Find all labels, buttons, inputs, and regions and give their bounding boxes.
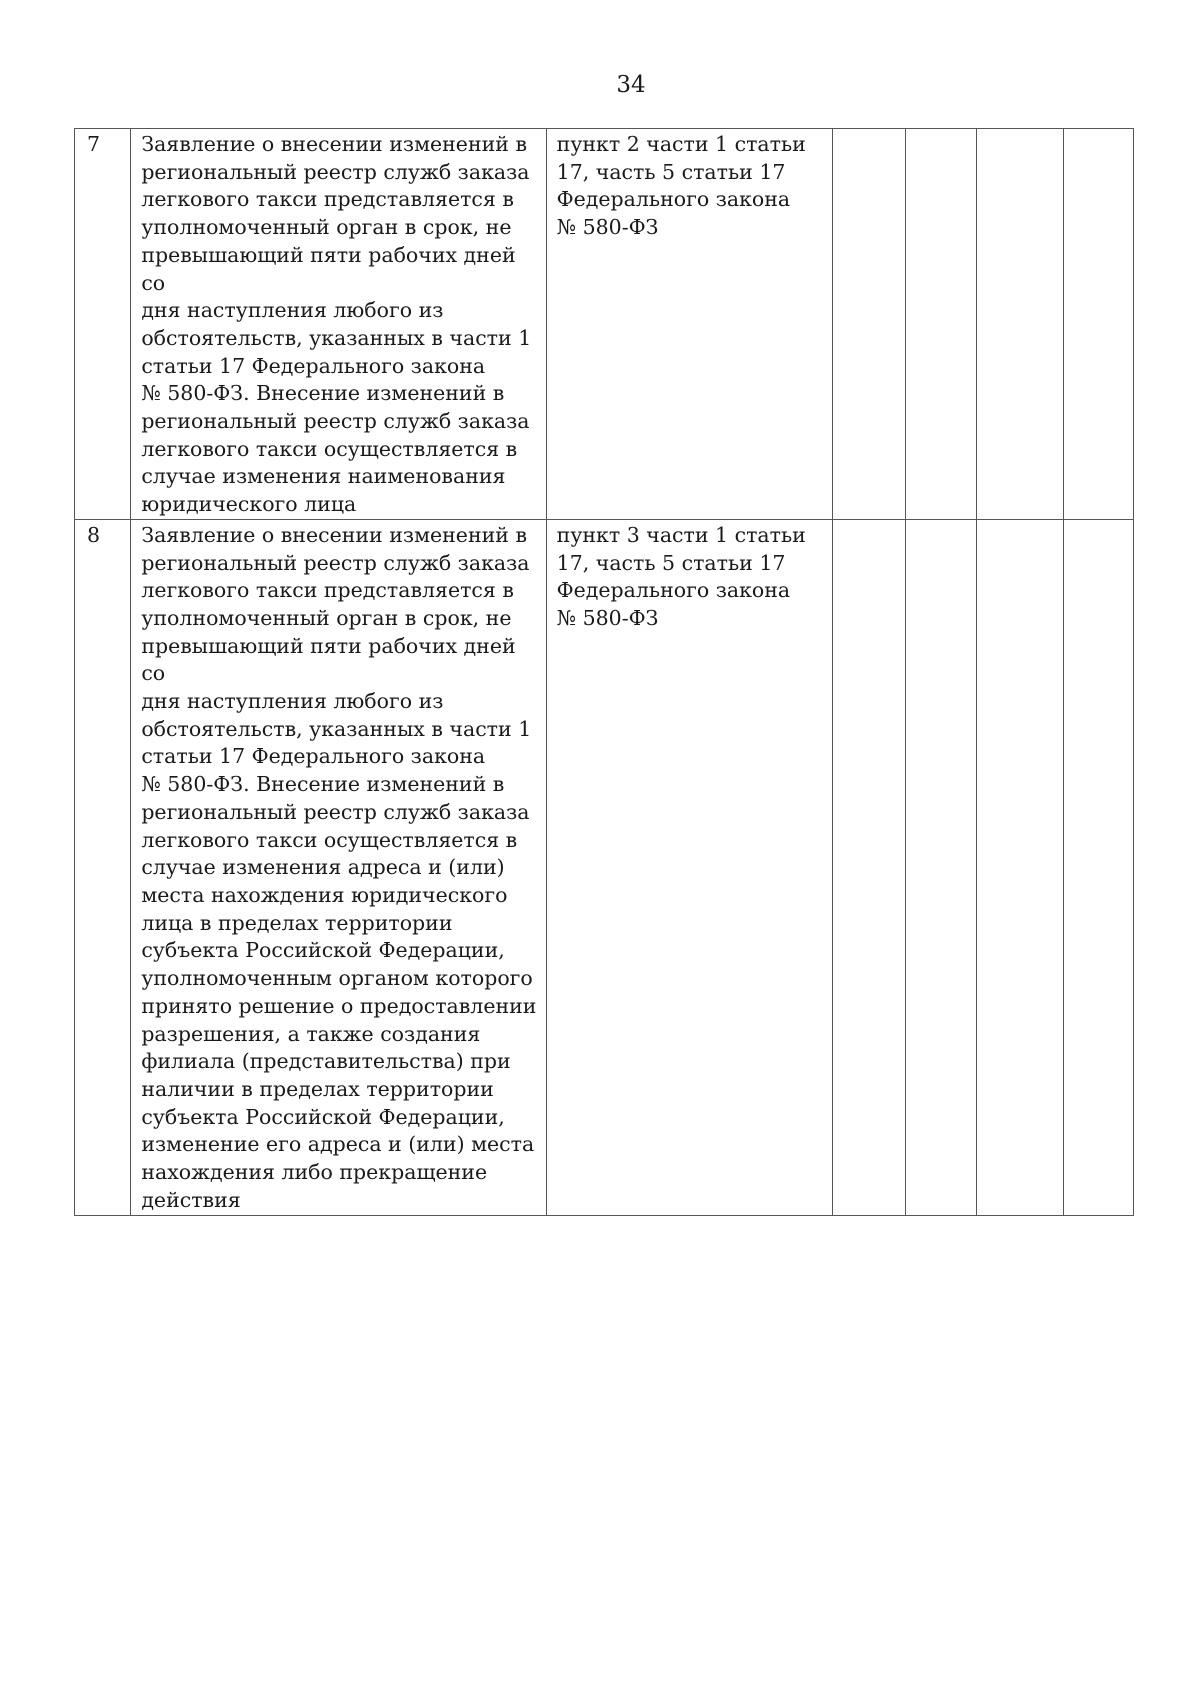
row-empty-cell: [1063, 129, 1133, 520]
table-row: [75, 519, 1134, 1215]
row-empty-cell: [833, 129, 905, 520]
row-empty-cell: [977, 519, 1063, 1215]
row-empty-cell: [905, 129, 976, 520]
row-number: 8: [75, 519, 131, 1215]
requirements-table: [74, 128, 1134, 1216]
row-number: 7: [75, 129, 131, 520]
row-empty-cell: [977, 129, 1063, 520]
row-empty-cell: [905, 519, 976, 1215]
row-legal-basis: пункт 3 части 1 статьи 17, часть 5 статьи 17 Федерального закона № 580-ФЗ: [546, 519, 833, 1215]
row-description: Заявление о внесении изменений в региональный реестр служб заказа легкового такси представляется в уполномоченный орган в срок, не превышающий пяти рабочих дней со дня наступления любого из обстоятельств, указанных в части 1 статьи 17 Федерального закона № 580-ФЗ. Внесение изменений в региональный реестр служб заказа легкового такси осуществляется в случае изменения наименования юридического лица: [131, 129, 546, 520]
row-legal-basis: пункт 2 части 1 статьи 17, часть 5 статьи 17 Федерального закона № 580-ФЗ: [546, 129, 833, 520]
table-row: [75, 129, 1134, 520]
page-number: 34: [616, 72, 646, 98]
row-empty-cell: [1063, 519, 1133, 1215]
row-empty-cell: [833, 519, 905, 1215]
row-description: Заявление о внесении изменений в региональный реестр служб заказа легкового такси представляется в уполномоченный орган в срок, не превышающий пяти рабочих дней со дня наступления любого из обстоятельств, указанных в части 1 статьи 17 Федерального закона № 580-ФЗ. Внесение изменений в региональный реестр служб заказа легкового такси осуществляется в случае изменения адреса и (или) места нахождения юридического лица в пределах территории субъекта Российской Федерации, уполномоченным органом которого принято решение о предоставлении разрешения, а также создания филиала (представительства) при наличии в пределах территории субъекта Российской Федерации, изменение его адреса и (или) места нахождения либо прекращение действия: [131, 519, 546, 1215]
